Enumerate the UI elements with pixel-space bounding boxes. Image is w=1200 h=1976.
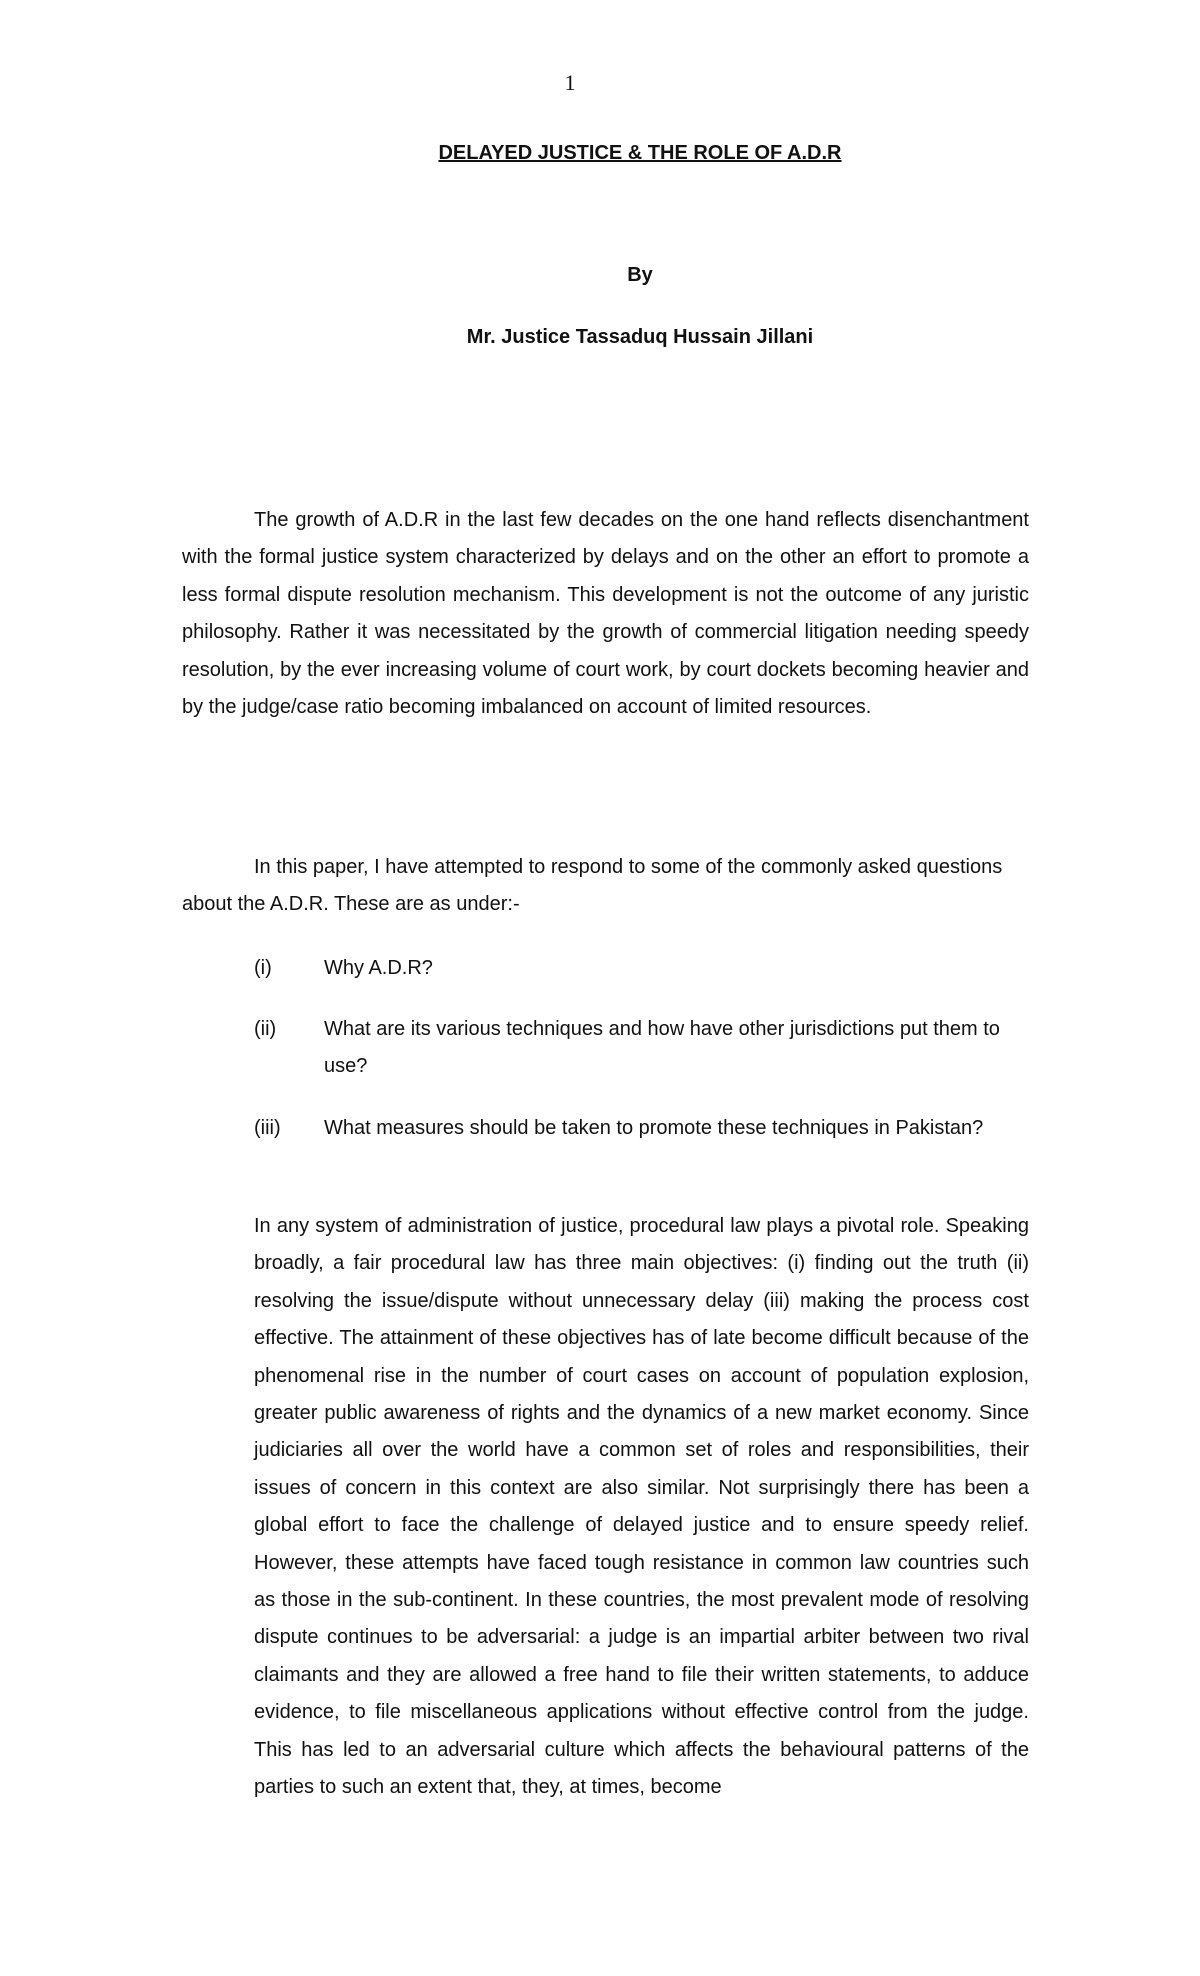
author-name: Mr. Justice Tassaduq Hussain Jillani [466,326,814,348]
question-number: (ii) [254,1018,277,1040]
question-text: Why A.D.R? [324,957,433,979]
question-text: What are its various techniques and how have other jurisdictions put them to use? [324,1018,1000,1078]
paragraph-procedural-law: In any system of administration of justice, procedural law plays a pivotal role. Speaking broadly, a fair procedural law has three main objectives: (i) finding out the truth (ii) resolving the issue/dispute without unnecessary delay (iii) making the process cost effective. The attainment of these objectives has of late become difficult because of the phenomenal rise in the number of court cases on account of population explosion, greater public awareness of rights and the dynamics of a new market economy. Since judiciaries all over the world have a common set of roles and responsibilities, their issues of concern in this context are also similar. Not surprisingly there has been a global effort to face the challenge of delayed justice and to ensure speedy relief. However, these attempts have faced tough resistance in common law countries such as those in the sub-continent. In these countries, the most prevalent mode of resolving dispute continues to be adversarial: a judge is an impartial arbiter between two rival claimants and they are allowed a free hand to file their written statements, to adduce evidence, to file miscellaneous applications without effective control from the judge. This has led to an adversarial culture which affects the behavioural patterns of the parties to such an extent that, they, at times, become [254,1215,1029,1799]
question-text: What measures should be taken to promote these techniques in Pakistan? [324,1117,984,1139]
question-number: (i) [254,957,272,979]
question-number: (iii) [254,1117,281,1139]
page-number: 1 [564,70,576,95]
byline-by: By [627,264,653,286]
paragraph-intro: The growth of A.D.R in the last few decades on the one hand reflects disenchantment with the formal justice system characterized by delays and on the other an effort to promote a less formal dispute resolution mechanism. This development is not the outcome of any juristic philosophy. Rather it was necessitated by the growth of commercial litigation needing speedy resolution, by the ever increasing volume of court work, by court dockets becoming heavier and by the judge/case ratio becoming imbalanced on account of limited resources. [182,509,1029,719]
paragraph-questions-intro: In this paper, I have attempted to respond to some of the commonly asked questions about the A.D.R. These are as under:- [182,856,1003,916]
document-title: DELAYED JUSTICE & THE ROLE OF A.D.R [438,142,842,164]
